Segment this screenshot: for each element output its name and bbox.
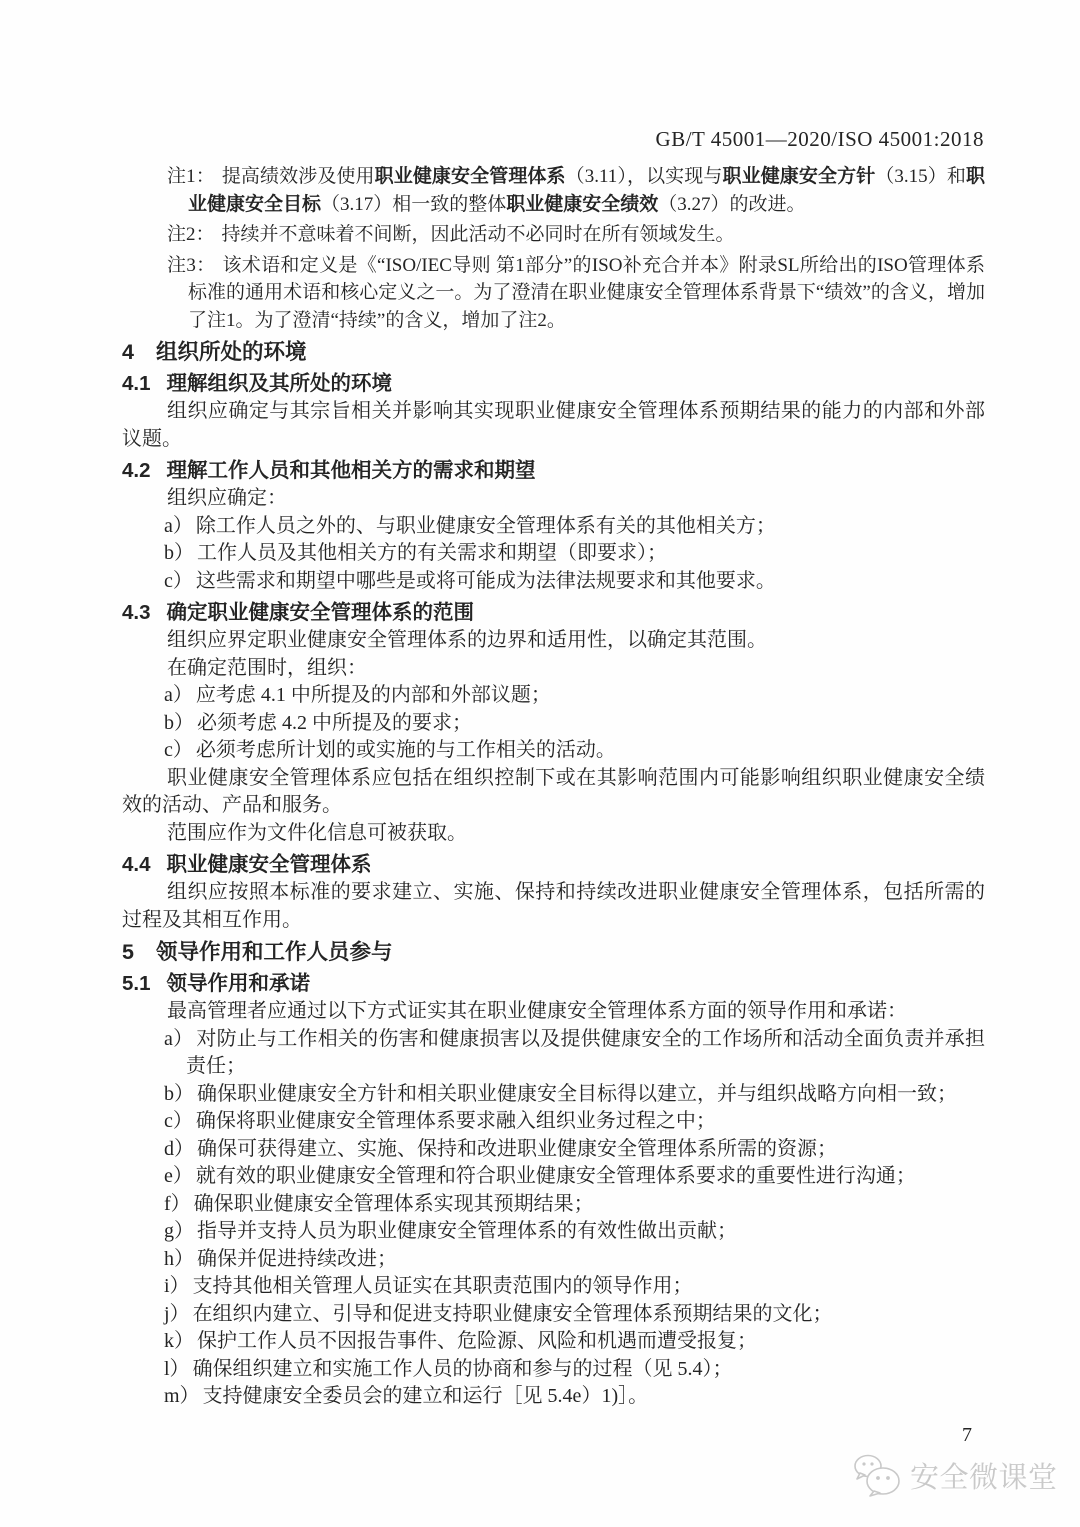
list-item-b (122, 710, 985, 738)
note-text-run: （3.17）相一致的整体 (321, 193, 507, 215)
list-item-label: j） (164, 1302, 190, 1325)
note-text-run: （3.15）和 (875, 166, 966, 187)
list-item-i (122, 1273, 985, 1301)
heading-title: 理解工作人员和其他相关方的需求和期望 (166, 459, 536, 482)
list-item-text: 确保将职业健康安全管理体系要求融入组织业务过程之中； (195, 1110, 716, 1132)
note-label: 注2： (167, 224, 215, 245)
heading-number: 4 (122, 340, 134, 364)
list-item-c (122, 1108, 985, 1136)
section-heading-5 (122, 938, 985, 966)
list-item-f (122, 1191, 985, 1219)
heading-number: 5 (122, 940, 134, 964)
document-content (122, 163, 985, 1411)
list-item-label: l） (164, 1357, 190, 1380)
list-item-text: 必须考虑所计划的或实施的与工作相关的活动。 (195, 739, 616, 761)
heading-number: 4.2 (122, 459, 151, 482)
watermark-text: 安全微课堂 (910, 1461, 1058, 1494)
heading-title: 确定职业健康安全管理体系的范围 (166, 601, 474, 624)
list-item-label: c） (164, 569, 193, 592)
list-item-l (122, 1356, 985, 1384)
paragraph: 职业健康安全管理体系应包括在组织控制下或在其影响范围内可能影响组织职业健康安全绩效的活动、产品和服务。 (122, 766, 985, 816)
note-text-run: 职业健康安全绩效 (506, 193, 659, 215)
heading-number: 4.1 (122, 372, 151, 395)
list-item-h (122, 1246, 985, 1274)
list-item-m (122, 1383, 985, 1411)
paragraph: 范围应作为文件化信息可被获取。 (167, 821, 467, 844)
list-item-text: 支持健康安全委员会的建立和运行［见 5.4e）1)］。 (202, 1385, 649, 1407)
paragraph: 组织应确定与其宗旨相关并影响其实现职业健康安全管理体系预期结果的能力的内部和外部议题。 (122, 400, 985, 450)
heading-number: 4.3 (122, 601, 151, 624)
list-item-text: 必须考虑 4.2 中所提及的要求； (197, 711, 472, 734)
list-item-k (122, 1328, 985, 1356)
list-item-text: 在组织内建立、引导和促进支持职业健康安全管理体系预期结果的文化； (192, 1302, 833, 1325)
list-item-c (122, 737, 985, 765)
list-item-text: 这些需求和期望中哪些是或将可能成为法律法规要求和其他要求。 (195, 569, 776, 592)
note-text-run: 职业健康安全方针 (722, 166, 876, 187)
list-item-text: 保护工作人员不因报告事件、危险源、风险和机遇而遭受报复； (197, 1330, 757, 1352)
heading-title: 职业健康安全管理体系 (166, 853, 372, 876)
list-item-text: 工作人员及其他相关方的有关需求和期望（即要求）； (197, 542, 667, 564)
note (122, 221, 985, 249)
heading-title: 组织所处的环境 (155, 340, 307, 364)
note-text-run: 提高绩效涉及使用 (221, 166, 375, 187)
heading-number: 5.1 (122, 972, 151, 995)
note-label: 注3： (167, 254, 216, 276)
note-text-run: 该术语和定义是《“ISO/IEC导则 第1部分”的ISO补充合并本》附录SL所给出的ISO管理体系标准的通用术语和核心定义之一。为了澄清在职业健康安全管理体系背景下“绩效”的含义，增加了注1。为了澄清“持续”的含义，增加了注2。 (188, 254, 985, 331)
list-item-text: 确保组织建立和实施工作人员的协商和参与的过程（见 5.4）； (192, 1357, 733, 1380)
list-item-text: 除工作人员之外的、与职业健康安全管理体系有关的其他相关方； (195, 514, 776, 537)
page-number: 7 (962, 1424, 972, 1446)
heading-title: 领导作用和工作人员参与 (155, 940, 393, 964)
list-item-label: h） (164, 1247, 194, 1270)
list-item-label: b） (164, 542, 194, 564)
note-label: 注1： (167, 166, 215, 187)
list-item-text: 支持其他相关管理人员证实在其职责范围内的领导作用； (192, 1275, 693, 1297)
list-item-a (122, 1026, 985, 1081)
note-text-run: （3.11），以实现与 (565, 166, 723, 187)
note (122, 163, 985, 218)
list-item-a (122, 682, 985, 710)
list-item-label: d） (164, 1137, 194, 1160)
list-item-c (122, 568, 985, 596)
list-item-a (122, 513, 985, 541)
list-item-label: g） (164, 1220, 194, 1242)
watermark (852, 1452, 1058, 1498)
note (122, 252, 985, 335)
note-text-run: 职业健康安全目标 (188, 166, 985, 215)
list-item-label: m） (164, 1385, 200, 1407)
paragraph: 组织应确定： (167, 487, 287, 509)
heading-title: 领导作用和承诺 (166, 972, 310, 995)
note-text-run: （3.27）的改进。 (658, 193, 806, 215)
list-item-label: b） (164, 711, 194, 734)
paragraph: 组织应界定职业健康安全管理体系的边界和适用性，以确定其范围。 (167, 629, 767, 651)
section-heading-4.2 (122, 457, 985, 485)
list-item-text: 对防止与工作相关的伤害和健康损害以及提供健康安全的工作场所和活动全面负责并承担责任； (186, 1027, 985, 1077)
list-item-e (122, 1163, 985, 1191)
list-item-j (122, 1301, 985, 1329)
list-item-label: a） (164, 514, 193, 537)
list-item-b (122, 1081, 985, 1109)
list-item-label: f） (164, 1192, 191, 1215)
list-item-text: 确保职业健康安全方针和相关职业健康安全目标得以建立，并与组织战略方向相一致； (197, 1082, 957, 1105)
list-item-label: a） (164, 684, 193, 706)
list-item-label: k） (164, 1330, 194, 1352)
list-item-label: a） (164, 1027, 194, 1050)
list-item-text: 确保可获得建立、实施、保持和改进职业健康安全管理体系所需的资源； (197, 1137, 837, 1160)
section-heading-5.1 (122, 970, 985, 998)
list-item-text: 应考虑 4.1 中所提及的内部和外部议题； (195, 684, 551, 706)
list-item-label: i） (164, 1275, 190, 1297)
paragraph: 组织应按照本标准的要求建立、实施、保持和持续改进职业健康安全管理体系，包括所需的过程及其相互作用。 (122, 881, 985, 931)
heading-title: 理解组织及其所处的环境 (166, 372, 392, 395)
list-item-text: 确保并促进持续改进； (197, 1247, 397, 1270)
list-item-text: 就有效的职业健康安全管理和符合职业健康安全管理体系要求的重要性进行沟通； (195, 1165, 916, 1187)
note-text-run: 持续并不意味着不间断，因此活动不必同时在所有领域发生。 (221, 224, 735, 245)
list-item-label: c） (164, 739, 193, 761)
list-item-label: b） (164, 1082, 194, 1105)
standard-code-header: GB/T 45001—2020/ISO 45001:2018 (655, 127, 984, 151)
paragraph: 最高管理者应通过以下方式证实其在职业健康安全管理体系方面的领导作用和承诺： (167, 1000, 907, 1022)
list-item-text: 指导并支持人员为职业健康安全管理体系的有效性做出贡献； (197, 1220, 737, 1242)
list-item-label: c） (164, 1110, 193, 1132)
wechat-icon (852, 1452, 904, 1498)
list-item-label: e） (164, 1165, 193, 1187)
list-item-text: 确保职业健康安全管理体系实现其预期结果； (193, 1192, 594, 1215)
list-item-b (122, 540, 985, 568)
list-item-g (122, 1218, 985, 1246)
section-heading-4 (122, 338, 985, 366)
note-text-run: 职业健康安全管理体系 (374, 166, 566, 187)
section-heading-4.1 (122, 370, 985, 398)
paragraph: 在确定范围时，组织： (167, 656, 367, 679)
list-item-d (122, 1136, 985, 1164)
section-heading-4.3 (122, 599, 985, 627)
heading-number: 4.4 (122, 853, 151, 876)
section-heading-4.4 (122, 851, 985, 879)
